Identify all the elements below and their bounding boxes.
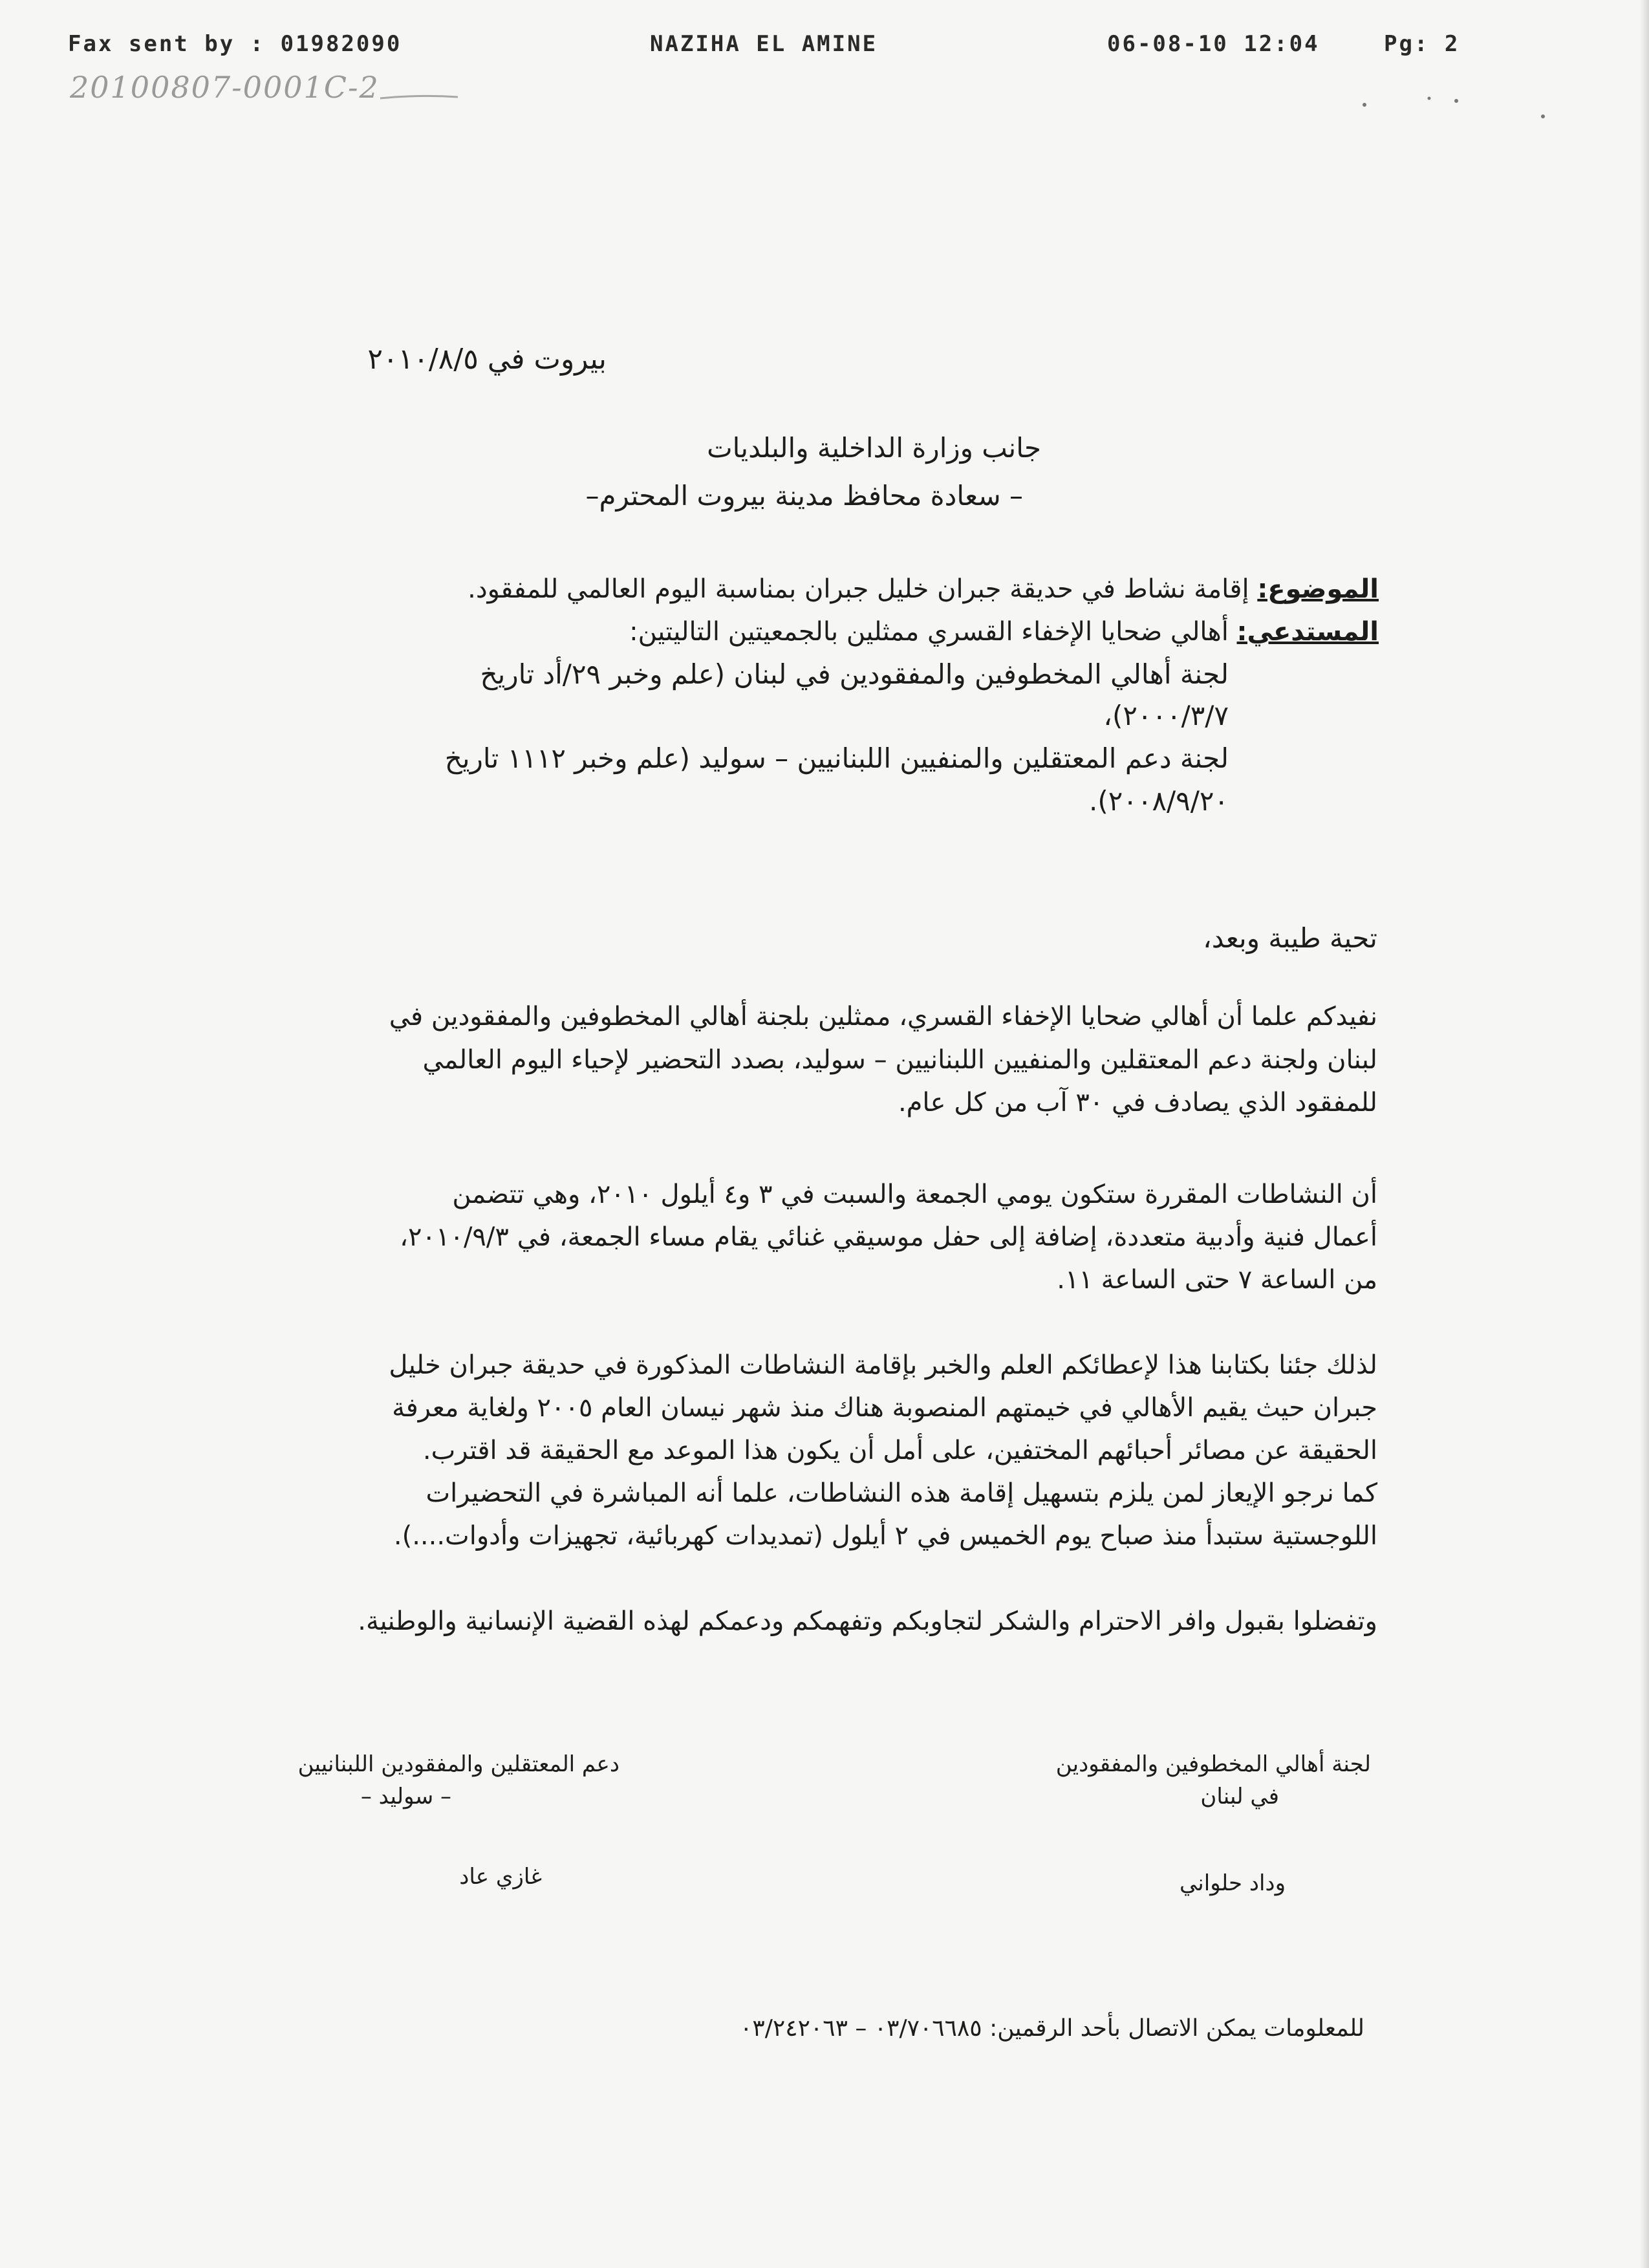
paragraph-1-line-3: للمفقود الذي يصادف في ٣٠ آب من كل عام. [898,1088,1377,1118]
org2-line2: ٢٠٠٨/٩/٢٠). [1089,785,1229,817]
paragraph-1-line-2: لبنان ولجنة دعم المعتقلين والمنفيين اللبنانيين – سوليد، بصدد التحضير لإحياء اليوم العالمي [422,1045,1377,1075]
paragraph-1-line-1: نفيدكم علما أن أهالي ضحايا الإخفاء القسري، ممثلين بلجنة أهالي المخطوفين والمفقودين في [389,1002,1377,1031]
org1-line1: لجنة أهالي المخطوفين والمفقودين في لبنان (علم وخبر ٢٩/أد تاريخ [480,658,1229,690]
signature-right-org-line2: في لبنان [1200,1784,1279,1809]
paragraph-2-line-1: أن النشاطات المقررة ستكون يومي الجمعة والسبت في ٣ و٤ أيلول ٢٠١٠، وهي تتضمن [452,1180,1377,1209]
signature-right-name: وداد حلواني [1179,1870,1286,1896]
paragraph-3-line-3: الحقيقة عن مصائر أحبائهم المختفين، على أمل أن يكون هذا الموعد مع الحقيقة قد اقترب. [422,1436,1377,1465]
paragraph-3-line-2: جبران حيث يقيم الأهالي في خيمتهم المنصوبة هناك منذ شهر نيسان العام ٢٠٠٥ ولغاية معرفة [392,1393,1377,1423]
recipient-ministry: جانب وزارة الداخلية والبلديات [707,432,1041,464]
fax-page-number: Pg: 2 [1384,31,1460,57]
requester-label: المستدعي: [1236,617,1379,647]
signature-left-name: غازي عاد [459,1864,542,1890]
subject-text: إقامة نشاط في حديقة جبران خليل جبران بمناسبة اليوم العالمي للمفقود. [468,574,1258,604]
fax-sender-number: Fax sent by : 01982090 [68,31,402,57]
requester-text: أهالي ضحايا الإخفاء القسري ممثلين بالجمعيتين التاليتين: [629,617,1237,647]
paragraph-3-line-4: كما نرجو الإيعاز لمن يلزم بتسهيل إقامة هذه النشاطات، علما أنه المباشرة في التحضيرات [426,1478,1377,1508]
recipient-governor: – سعادة محافظ مدينة بيروت المحترم– [585,480,1023,512]
paragraph-3-line-1: لذلك جئنا بكتابنا هذا لإعطائكم العلم والخبر بإقامة النشاطات المذكورة في حديقة جبران خليل [389,1350,1377,1380]
signature-left-org-line2: – سوليد – [360,1784,451,1809]
paragraph-2-line-2: أعمال فنية وأدبية متعددة، إضافة إلى حفل موسيقي غنائي يقام مساء الجمعة، في ٢٠١٠/٩/٣، [400,1222,1377,1252]
scan-edge-shadow [1640,0,1649,2268]
signature-right-org-line1: لجنة أهالي المخطوفين والمفقودين [1055,1751,1371,1777]
requester-line [629,614,1379,649]
fax-sender-name: NAZIHA EL AMINE [650,31,878,57]
handwritten-reference-number: 20100807-0001C-2 [70,70,380,105]
greeting: تحية طيبة وبعد، [1203,922,1377,954]
handwritten-underline [70,65,471,103]
fax-datetime: 06-08-10 12:04 [1107,31,1320,57]
org2-line1: لجنة دعم المعتقلين والمنفيين اللبنانيين – سوليد (علم وخبر ١١١٢ تاريخ [444,742,1229,774]
org1-line2: ٢٠٠٠/٣/٧)، [1103,700,1229,731]
subject-label: الموضوع: [1257,574,1379,604]
paragraph-2-line-3: من الساعة ٧ حتى الساعة ١١. [1057,1265,1377,1295]
contact-line: للمعلومات يمكن الاتصال بأحد الرقمين: ٠٣/٧٠٦٦٨٥ – ٠٣/٢٤٢٠٦٣ [740,2015,1364,2042]
scan-speckles [1358,91,1552,129]
subject-line [468,572,1379,607]
signature-left-org-line1: دعم المعتقلين والمفقودين اللبنانيين [297,1751,620,1777]
closing-line: وتفضلوا بقبول وافر الاحترام والشكر لتجاوبكم وتفهمكم ودعمكم لهذه القضية الإنسانية والوطنية. [358,1606,1377,1636]
paragraph-3-line-5: اللوجستية ستبدأ منذ صباح يوم الخميس في ٢ أيلول (تمديدات كهربائية، تجهيزات وأدوات....). [393,1521,1377,1551]
letter-date: بيروت في ٢٠١٠/٨/٥ [367,343,607,376]
